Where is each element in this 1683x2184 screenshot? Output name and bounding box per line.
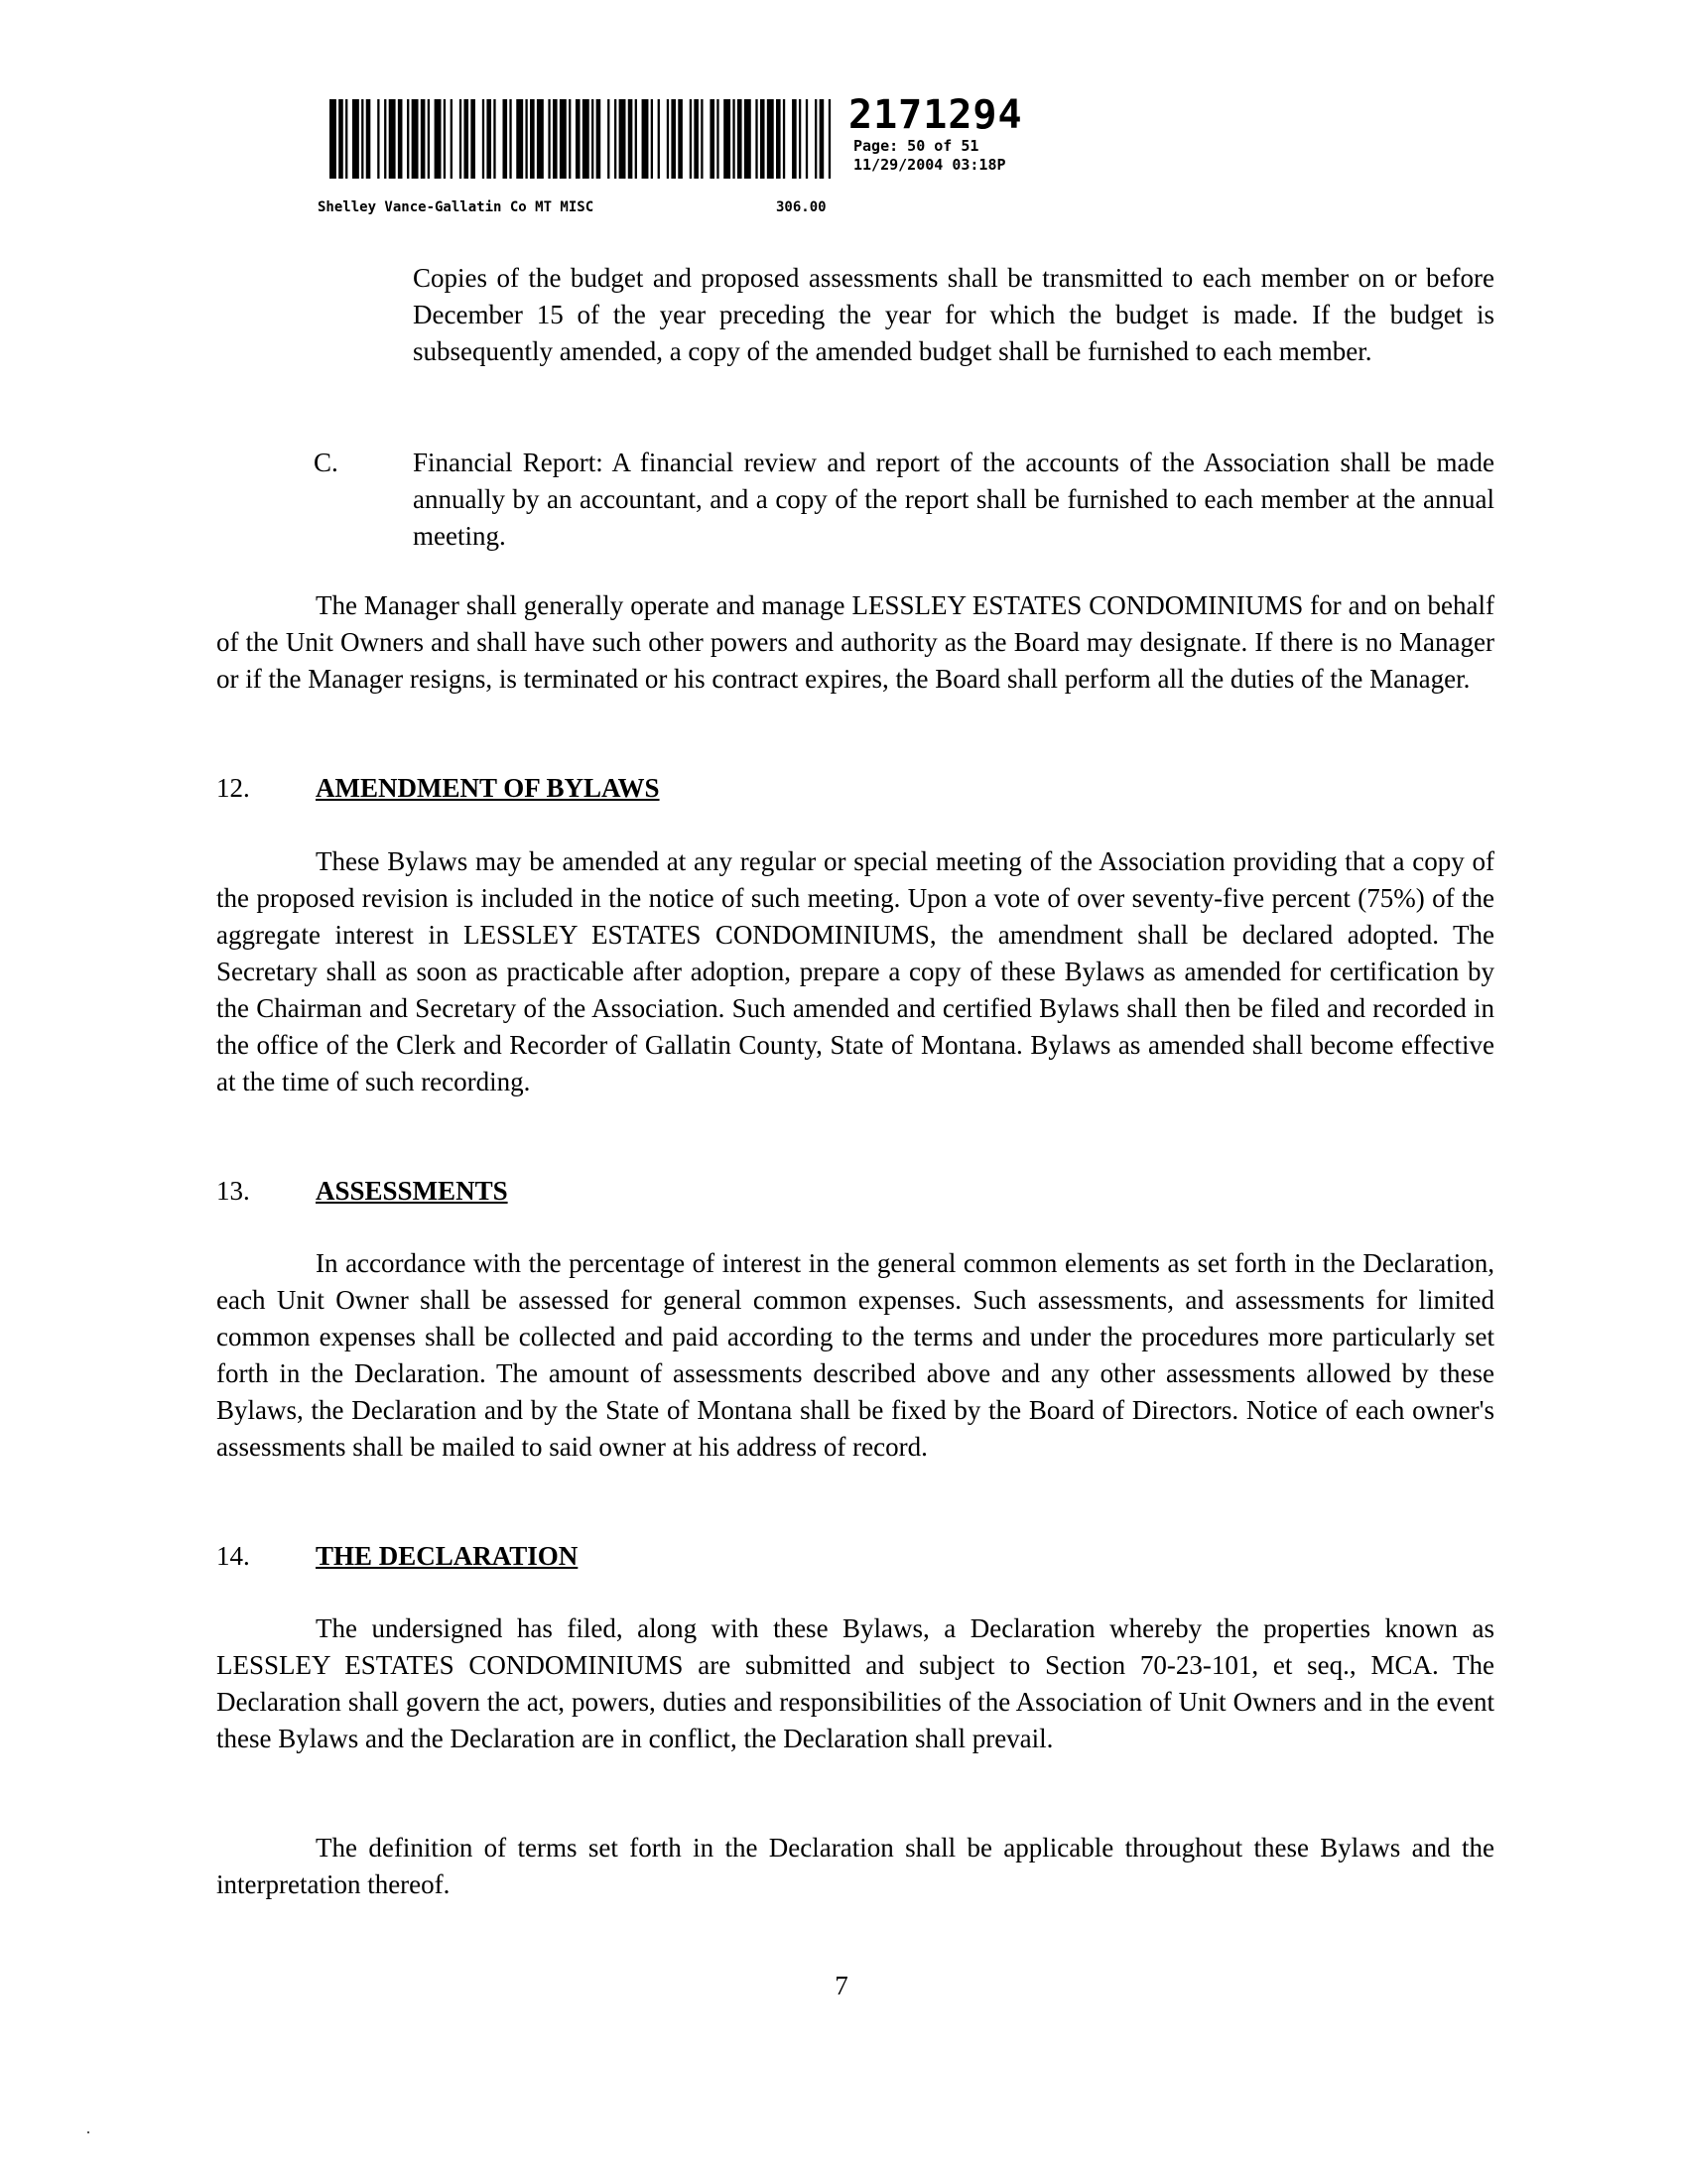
- barcode-bar: [732, 99, 734, 179]
- barcode-bar: [329, 99, 336, 179]
- barcode-bar: [352, 99, 359, 179]
- barcode-bar: [428, 99, 430, 179]
- barcode-bar: [482, 99, 484, 179]
- barcode-bar: [792, 99, 797, 179]
- recording-datetime: 11/29/2004 03:18P: [853, 156, 1006, 174]
- barcode-bar: [723, 99, 730, 179]
- barcode-bar: [366, 99, 371, 179]
- recording-stamp: [318, 91, 1072, 220]
- barcode-bar: [799, 99, 801, 179]
- barcode-bar: [744, 99, 751, 179]
- barcode-bar: [591, 99, 593, 179]
- barcode-bar: [444, 99, 446, 179]
- barcode-bar: [537, 99, 544, 179]
- item-c-text: Financial Report: A financial review and report of the accounts of the Association shall be made annually by an accountant, and a copy of the report shall be furnished to each member at the annual meeting.: [413, 448, 1494, 551]
- barcode-bar: [806, 99, 808, 179]
- barcode-bar: [607, 99, 609, 179]
- recorder-name: Shelley Vance-Gallatin Co MT MISC: [318, 199, 594, 215]
- barcode-bar: [463, 99, 468, 179]
- section-14-text: The undersigned has filed, along with these Bylaws, a Declaration whereby the properties known as LESSLEY ESTATES CONDOMINIUMS are submitted and subject to Section 70-23-101, et seq., MCA. The Declaration shall govern the act, powers, duties and responsibilities of the Association of Unit Owners and in the event these Bylaws and the Declaration are in conflict, the Declaration shall prevail.: [216, 1613, 1494, 1753]
- barcode-bar: [407, 99, 409, 179]
- barcode-bar: [377, 99, 379, 179]
- barcode-bar: [338, 99, 343, 179]
- barcode-bar: [361, 99, 363, 179]
- barcode-bar: [470, 99, 475, 179]
- barcode-bar: [671, 99, 676, 179]
- barcode-bar: [667, 99, 669, 179]
- barcode-bar: [710, 99, 714, 179]
- barcode-bar: [658, 99, 660, 179]
- barcode-bar: [642, 99, 649, 179]
- item-c-letter: C.: [314, 448, 338, 477]
- barcode-bar: [560, 99, 567, 179]
- barcode-bar: [767, 99, 774, 179]
- recording-fee: 306.00: [776, 199, 827, 215]
- barcode-bar: [421, 99, 426, 179]
- document-number: 2171294: [848, 92, 1023, 138]
- barcode-bar: [619, 99, 626, 179]
- barcode-bar: [820, 99, 825, 179]
- definition-paragraph: The definition of terms set forth in the Declaration shall be applicable throughout these Bylaws and the interpretation thereof.: [216, 1833, 1494, 1899]
- barcode-bar: [694, 99, 699, 179]
- section-12-number: 12.: [216, 773, 250, 803]
- barcode-bar: [829, 99, 831, 179]
- barcode-bar: [569, 99, 571, 179]
- section-12-title: AMENDMENT OF BYLAWS: [316, 773, 660, 803]
- barcode-bar: [345, 99, 347, 179]
- scan-speck: [87, 2131, 89, 2133]
- barcode-bar: [553, 99, 558, 179]
- barcode-bar: [614, 99, 616, 179]
- barcode-bar: [651, 99, 653, 179]
- barcode-bar: [583, 99, 589, 179]
- barcode-bar: [783, 99, 785, 179]
- barcode-bar: [548, 99, 550, 179]
- barcode: [329, 99, 838, 179]
- barcode-bar: [690, 99, 692, 179]
- barcode-bar: [451, 99, 453, 179]
- item-c: [314, 445, 1494, 555]
- barcode-bar: [384, 99, 386, 179]
- barcode-bar: [716, 99, 718, 179]
- barcode-bar: [635, 99, 637, 179]
- barcode-bar: [389, 99, 396, 179]
- barcode-bar: [459, 99, 461, 179]
- barcode-bar: [576, 99, 581, 179]
- barcode-bar: [493, 99, 495, 179]
- barcode-bar: [502, 99, 507, 179]
- section-13-title: ASSESSMENTS: [316, 1176, 508, 1206]
- barcode-bar: [678, 99, 683, 179]
- barcode-bar: [760, 99, 765, 179]
- section-12-text: These Bylaws may be amended at any regular or special meeting of the Association providing that a copy of the proposed revision is included in the notice of such meeting. Upon a vote of over seventy-five percent (75%) of the aggregate interest in LESSLEY ESTATES CONDOMINIUMS, the amendment shall be declared adopted. The Secretary shall as soon as practicable after adoption, prepare a copy of these Bylaws as amended for certification by the Chairman and Secretary of the Association. Such amended and certified Bylaws shall then be filed and recorded in the office of the Clerk and Recorder of Gallatin County, State of Montana. Bylaws as amended shall become effective at the time of such recording.: [216, 846, 1494, 1096]
- barcode-bar: [755, 99, 757, 179]
- barcode-bar: [701, 99, 703, 179]
- section-13-text: In accordance with the percentage of interest in the general common elements as set forth in the Declaration, each Unit Owner shall be assessed for general common expenses. Such assessments, and assessments for limited common expenses shall be collected and paid according to the terms and under the procedures more particularly set forth in the Declaration. The amount of assessments described above and any other assessments allowed by these Bylaws, the Declaration and by the State of Montana shall be fixed by the Board of Directors. Notice of each owner's assessments shall be mailed to said owner at his address of record.: [216, 1248, 1494, 1462]
- barcode-bar: [398, 99, 403, 179]
- page-number: 7: [835, 1971, 848, 2000]
- barcode-bar: [628, 99, 633, 179]
- barcode-bar: [737, 99, 742, 179]
- barcode-bar: [435, 99, 442, 179]
- barcode-bar: [486, 99, 491, 179]
- budget-paragraph: Copies of the budget and proposed assessments shall be transmitted to each member on or before December 15 of the year preceding the year for which the budget is made. If the budget is subsequently amended, a copy of the amended budget shall be furnished to each member.: [413, 263, 1494, 366]
- section-14-title: THE DECLARATION: [316, 1541, 579, 1571]
- section-13-number: 13.: [216, 1176, 250, 1206]
- barcode-bar: [516, 99, 523, 179]
- barcode-bar: [525, 99, 527, 179]
- barcode-bar: [509, 99, 511, 179]
- manager-paragraph: The Manager shall generally operate and manage LESSLEY ESTATES CONDOMINIUMS for and on behalf of the Unit Owners and shall have such other powers and authority as the Board may designate. If there is no Manager or if the Manager resigns, is terminated or his contract expires, the Board shall perform all the duties of the Manager.: [216, 590, 1494, 694]
- barcode-bar: [596, 99, 601, 179]
- barcode-bar: [815, 99, 817, 179]
- barcode-bar: [530, 99, 535, 179]
- section-14-number: 14.: [216, 1541, 250, 1571]
- page-count: Page: 50 of 51: [853, 137, 979, 155]
- barcode-bar: [776, 99, 781, 179]
- barcode-bar: [412, 99, 419, 179]
